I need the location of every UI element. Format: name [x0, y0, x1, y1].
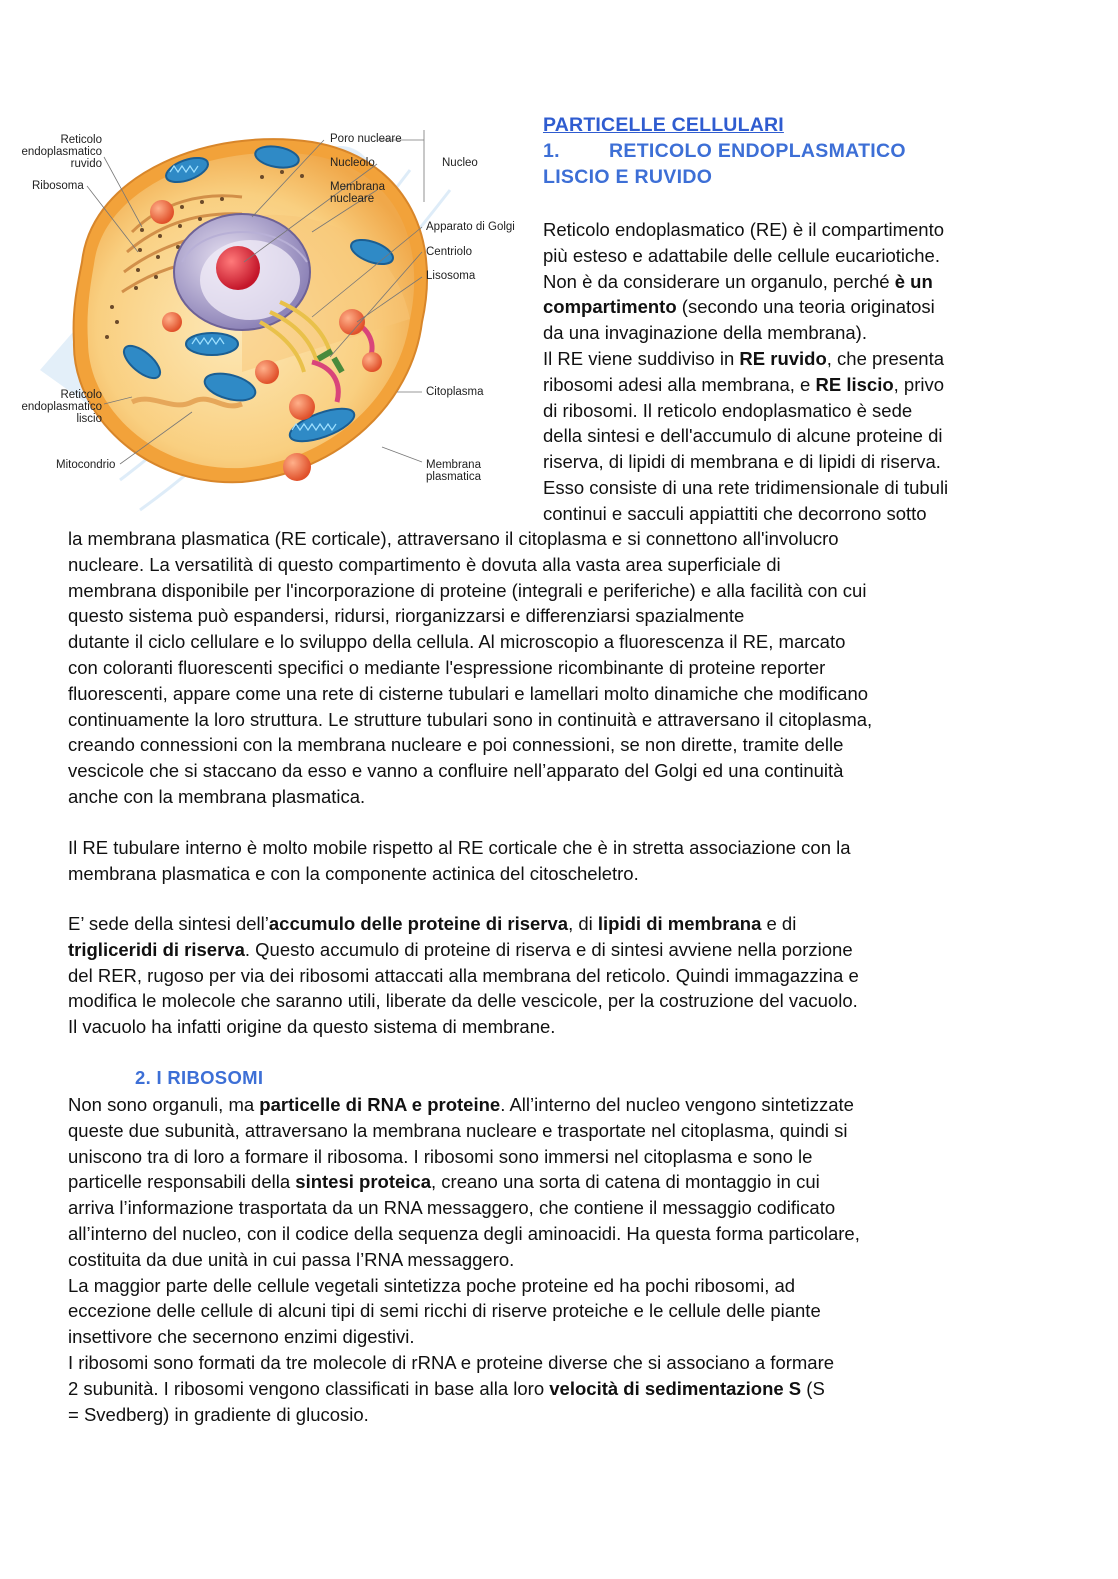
- label-nucleolo: Nucleolo: [330, 157, 375, 169]
- section1-number: 1.: [543, 140, 560, 162]
- section2-title: 2. I RIBOSOMI: [135, 1067, 264, 1088]
- label-citoplasma: Citoplasma: [426, 386, 484, 398]
- label-rer: Reticolo endoplasmatico ruvido: [21, 134, 102, 170]
- section1-title-line2: LISCIO E RUVIDO: [543, 166, 713, 188]
- paragraph-re-sintesi: E’ sede della sintesi dell’accumulo delle proteine di riserva, di lipidi di membrana e di trigliceridi di riserva. Questo accumulo di proteine di riserva e di sintesi avviene nella porzione del RER, rugoso per via dei ribosomi attaccati alla membrana del reticolo. Quindi immagazzina e modifica le molecole che saranno utili, liberate da delle vescicole, per la costruzione del vacuolo. Il vacuolo ha infatti origine da questo sistema di membrane.: [68, 913, 859, 1038]
- cell-diagram: [12, 112, 532, 504]
- label-centriolo: Centriolo: [426, 246, 473, 258]
- page-title[interactable]: PARTICELLE CELLULARI: [543, 114, 784, 136]
- section1-title-line1: RETICOLO ENDOPLASMATICO: [609, 140, 906, 162]
- label-ser: Reticolo endoplasmatico liscio: [21, 389, 102, 425]
- label-lisosoma: Lisosoma: [426, 270, 476, 282]
- cell-illustration: [12, 112, 532, 504]
- label-membrana-plasmatica: Membrana plasmatica: [426, 459, 481, 483]
- label-nucleo: Nucleo: [442, 157, 478, 169]
- label-poro-nucleare: Poro nucleare: [330, 133, 402, 145]
- paragraph-re-tubulare: Il RE tubulare interno è molto mobile rispetto al RE corticale che è in stretta associazione con la membrana plasmatica e con la componente actinica del citoscheletro.: [68, 837, 851, 884]
- label-membrana-nucleare: Membrana nucleare: [330, 181, 385, 205]
- label-ribosoma: Ribosoma: [32, 180, 84, 192]
- paragraph-re-intro: Reticolo endoplasmatico (RE) è il compartimento più esteso e adattabile delle cellule eucariotiche. Non è da considerare un organulo, perché è un compartimento (secondo una teoria originatosi da una invaginazione della membrana). Il RE viene suddiviso in RE ruvido, che presenta ribosomi adesi alla membrana, e RE liscio, privo di ribosomi. Il reticolo endoplasmatico è sede della sintesi e dell'accumulo di alcune proteine di riserva, di lipidi di membrana e di lipidi di riserva. Esso consiste di una rete tridimensionale di tubuli continui e sacculi appiattiti che decorrono sotto: [543, 219, 949, 524]
- label-mitocondrio: Mitocondrio: [56, 459, 116, 471]
- label-golgi: Apparato di Golgi: [426, 221, 515, 233]
- paragraph-ribosomi: Non sono organuli, ma particelle di RNA e proteine. All’interno del nucleo vengono sintetizzate queste due subunità, attraversano la membrana nucleare e trasportate nel citoplasma, quindi si uniscono tra di loro a formare il ribosoma. I ribosomi sono immersi nel citoplasma e sono le particelle responsabili della sintesi proteica, creano una sorta di catena di montaggio in cui arriva l’informazione trasportata da un RNA messaggero, che contiene il messaggio codificato all’interno del nucleo, con il codice della sequenza degli aminoacidi. Ha questa forma particolare, costituita da due unità in cui passa l’RNA messaggero. La maggior parte delle cellule vegetali sintetizza poche proteine ed ha pochi ribosomi, ad eccezione delle cellule di alcuni tipi di semi ricchi di riserve proteiche e le cellule delle piante insettivore che secernono enzimi digestivi. I ribosomi sono formati da tre molecole di rRNA e proteine diverse che si associano a formare 2 subunità. I ribosomi vengono classificati in base alla loro velocità di sedimentazione S (S = Svedberg) in gradiente di glucosio.: [68, 1094, 860, 1425]
- paragraph-re-continued: la membrana plasmatica (RE corticale), attraversano il citoplasma e si connettono all'involucro nucleare. La versatilità di questo compartimento è dovuta alla vasta area superficiale di membrana disponibile per l'incorporazione di proteine (integrali e periferiche) e alla facilità con cui questo sistema può espandersi, ridursi, riorganizzarsi e differenziarsi spazialmente dutante il ciclo cellulare e lo sviluppo della cellula. Al microscopio a fluorescenza il RE, marcato con coloranti fluorescenti specifici o mediante l'espressione ricombinante di proteine reporter fluorescenti, appare come una rete di cisterne tubulari e lamellari molto dinamiche che modificano continuamente la loro struttura. Le strutture tubulari sono in continuità e attraversano il citoplasma, creando connessioni con la membrana nucleare e poi connessioni, se non dirette, tramite delle vescicole che si staccano da esso e vanno a confluire nell’apparato del Golgi ed una continuità anche con la membrana plasmatica.: [68, 528, 873, 807]
